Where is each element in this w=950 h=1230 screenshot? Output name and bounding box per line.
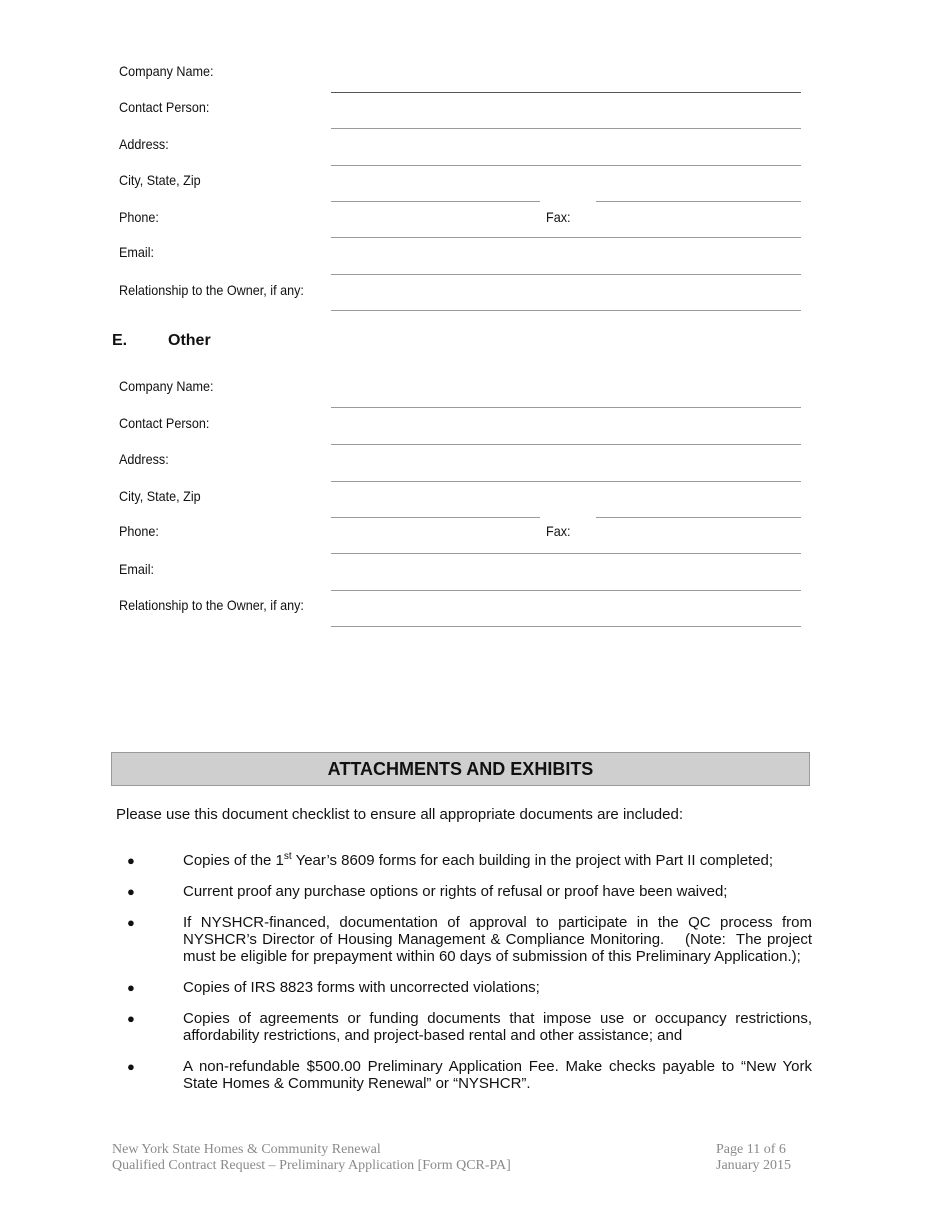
bullet-icon: ● [127, 1011, 135, 1026]
phone-label: Phone: [119, 523, 159, 539]
checklist-intro: Please use this document checklist to ensure all appropriate documents are included: [116, 806, 683, 823]
footer-left [112, 1142, 511, 1174]
address-field[interactable] [331, 481, 801, 482]
footer-org: New York State Homes & Community Renewal [112, 1142, 381, 1157]
phone-fax-field[interactable] [331, 237, 801, 238]
list-item: ● A non-refundable $500.00 Preliminary Application Fee. Make checks payable to “New York State Homes & Community Renewal” or “NYSHCR”. [127, 1058, 812, 1092]
relationship-field[interactable] [331, 310, 801, 311]
section-e-letter: E. [112, 332, 128, 349]
company-name-label: Company Name: [119, 63, 214, 79]
attachments-banner: ATTACHMENTS AND EXHIBITS [111, 752, 810, 786]
contact-person-field[interactable] [331, 444, 801, 445]
address-field[interactable] [331, 165, 801, 166]
company-name-label: Company Name: [119, 378, 214, 394]
bullet-icon: ● [127, 915, 135, 930]
bullet-icon: ● [127, 884, 135, 899]
city-state-zip-field[interactable] [331, 517, 540, 518]
bullet-icon: ● [127, 980, 135, 995]
company-name-field[interactable] [331, 92, 801, 93]
footer-form: Qualified Contract Request – Preliminary Application [Form QCR-PA] [112, 1158, 511, 1173]
phone-fax-field[interactable] [331, 553, 801, 554]
city-state-zip-label: City, State, Zip [119, 488, 201, 504]
address-label: Address: [119, 136, 169, 152]
section-e-heading [112, 332, 211, 350]
relationship-field[interactable] [331, 626, 801, 627]
fax-label: Fax: [546, 523, 571, 539]
list-item: ● Copies of IRS 8823 forms with uncorrected violations; [127, 979, 540, 996]
list-item: ● Copies of agreements or funding documents that impose use or occupancy restrictions, affordability restrictions, and project-based rental and other assistance; and [127, 1010, 812, 1044]
checklist [111, 851, 817, 1092]
bullet-icon: ● [127, 853, 135, 868]
contact-person-field[interactable] [331, 128, 801, 129]
email-label: Email: [119, 561, 155, 577]
email-field[interactable] [331, 274, 801, 275]
footer-right [716, 1142, 791, 1174]
footer-page: Page 11 of 6 [716, 1142, 786, 1157]
company-name-field[interactable] [331, 407, 801, 408]
email-label: Email: [119, 244, 155, 260]
list-item: ● If NYSHCR-financed, documentation of approval to participate in the QC process from NYSHCR’s Director of Housing Management & Compliance Monitoring. (Note: The project must be eligible for prepayment within 60 days of submission of this Preliminary Application.); [127, 914, 817, 965]
list-item: ● Copies of the 1st Year’s 8609 forms for each building in the project with Part II completed; [127, 851, 774, 869]
section-e-title: Other [168, 332, 211, 349]
bullet-icon: ● [127, 1059, 135, 1074]
contact-person-label: Contact Person: [119, 415, 210, 431]
list-item: ● Current proof any purchase options or rights of refusal or proof have been waived; [127, 883, 728, 900]
email-field[interactable] [331, 590, 801, 591]
fax-label: Fax: [546, 209, 571, 225]
contact-person-label: Contact Person: [119, 99, 210, 115]
footer-date: January 2015 [716, 1158, 792, 1173]
relationship-label: Relationship to the Owner, if any: [119, 282, 304, 298]
city-state-zip-field-2[interactable] [596, 517, 801, 518]
relationship-label: Relationship to the Owner, if any: [119, 597, 304, 613]
address-label: Address: [119, 451, 169, 467]
city-state-zip-field[interactable] [331, 201, 540, 202]
phone-label: Phone: [119, 209, 159, 225]
city-state-zip-label: City, State, Zip [119, 172, 201, 188]
city-state-zip-field-2[interactable] [596, 201, 801, 202]
